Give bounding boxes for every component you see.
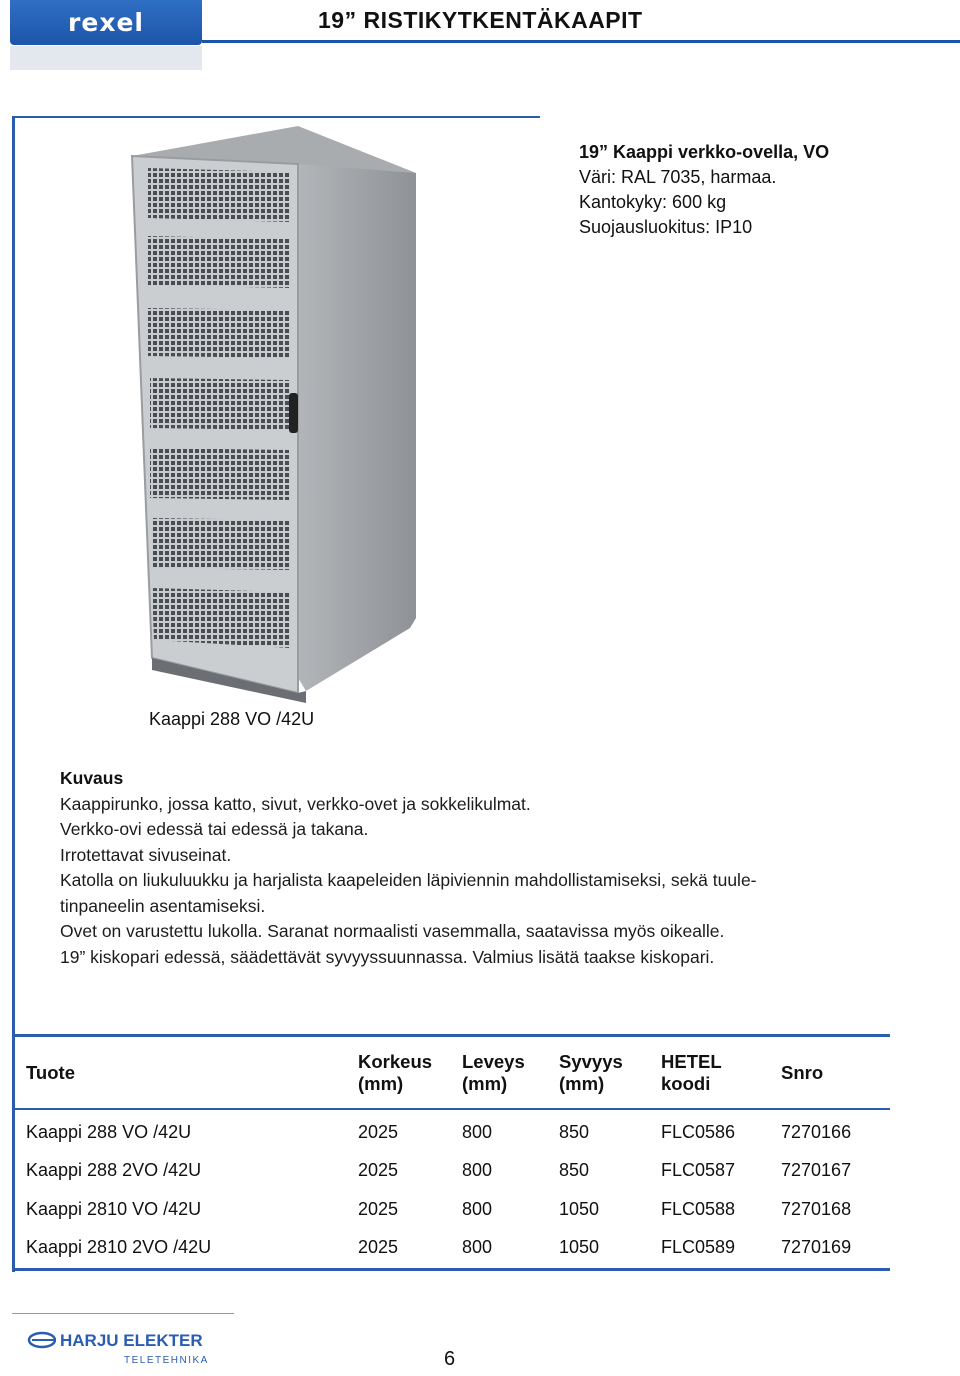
cabinet-handle <box>289 393 298 433</box>
description-heading: Kuvaus <box>60 768 124 788</box>
col-header-leveys-line1: Leveys <box>462 1051 525 1072</box>
table-bottom-rule <box>12 1268 890 1271</box>
col-header-snro: Snro <box>781 1062 824 1083</box>
frame-left-line-table <box>12 1034 15 1272</box>
rexel-logo <box>10 0 202 45</box>
cell-syvyys: 850 <box>559 1160 590 1180</box>
cell-snro: 7270168 <box>781 1199 852 1219</box>
cell-korkeus: 2025 <box>358 1237 399 1257</box>
cell-leveys: 800 <box>462 1160 493 1180</box>
description-line: Kaappirunko, jossa katto, sivut, verkko-ovet ja sokkelikulmat. <box>60 793 531 814</box>
table-top-rule <box>12 1034 890 1037</box>
rexel-logo-text: rexel <box>68 8 144 37</box>
col-header-hetel-line2: koodi <box>661 1073 711 1094</box>
description-line: Katolla on liukuluukku ja harjalista kaapeleiden läpiviennin mahdollistamiseksi, sekä tuule- <box>60 870 757 890</box>
product-name: 19” Kaappi verkko-ovella, VO <box>579 142 830 162</box>
page-title: 19” RISTIKYTKENTÄKAAPIT <box>318 7 643 33</box>
cabinet-image <box>128 118 428 703</box>
cell-tuote: Kaappi 2810 VO /42U <box>26 1199 202 1219</box>
cell-leveys: 800 <box>462 1122 493 1142</box>
cell-syvyys: 1050 <box>559 1237 600 1257</box>
description-line: Verkko-ovi edessä tai edessä ja takana. <box>60 819 369 839</box>
image-caption: Kaappi 288 VO /42U <box>149 709 315 729</box>
harju-elekter-logo <box>12 1316 234 1374</box>
cell-snro: 7270167 <box>781 1160 852 1180</box>
cell-korkeus: 2025 <box>358 1160 399 1180</box>
cell-korkeus: 2025 <box>358 1199 399 1219</box>
description-line: tinpaneelin asentamiseksi. <box>60 895 266 916</box>
cell-snro: 7270166 <box>781 1122 852 1142</box>
footer-brand-sub: TELETEHNIKA <box>124 1355 209 1366</box>
description-line: Ovet on varustettu lukolla. Saranat normaalisti vasemmalla, saatavissa myös oikealle. <box>60 921 725 941</box>
cell-tuote: Kaappi 2810 2VO /42U <box>26 1237 212 1257</box>
cell-syvyys: 1050 <box>559 1199 600 1219</box>
cell-snro: 7270169 <box>781 1237 852 1257</box>
col-header-leveys-line2: (mm) <box>462 1073 508 1094</box>
col-header-hetel <box>661 1051 722 1095</box>
col-header-syvyys-line2: (mm) <box>559 1073 605 1094</box>
header-divider <box>202 40 960 43</box>
col-header-korkeus-line1: Korkeus <box>358 1051 433 1072</box>
col-header-leveys <box>462 1051 525 1095</box>
product-capacity: Kantokyky: 600 kg <box>579 192 727 212</box>
description-line: 19” kiskopari edessä, säädettävät syvyyssuunnassa. Valmius lisätä taakse kiskopari. <box>60 946 715 967</box>
col-header-hetel-line1: HETEL <box>661 1051 722 1072</box>
frame-left-line <box>12 116 15 1046</box>
product-protection: Suojausluokitus: IP10 <box>579 217 753 237</box>
cell-hetel: FLC0589 <box>661 1237 736 1257</box>
footer-brand: HARJU ELEKTER <box>60 1331 203 1350</box>
product-info <box>579 140 829 240</box>
cell-syvyys: 850 <box>559 1122 590 1142</box>
page-number: 6 <box>444 1348 456 1370</box>
col-header-syvyys-line1: Syvyys <box>559 1051 623 1072</box>
cell-hetel: FLC0586 <box>661 1122 736 1142</box>
cell-tuote: Kaappi 288 2VO /42U <box>26 1160 202 1180</box>
logo-underbar <box>10 46 202 70</box>
product-color: Väri: RAL 7035, harmaa. <box>579 167 777 187</box>
cell-tuote: Kaappi 288 VO /42U <box>26 1122 192 1142</box>
description <box>60 766 860 970</box>
col-header-syvyys <box>559 1051 623 1095</box>
cell-korkeus: 2025 <box>358 1122 399 1142</box>
col-header-korkeus <box>358 1051 432 1095</box>
col-header-korkeus-line2: (mm) <box>358 1073 404 1094</box>
cell-hetel: FLC0588 <box>661 1199 736 1219</box>
description-line: Irrotettavat sivuseinat. <box>60 844 232 865</box>
cell-leveys: 800 <box>462 1237 493 1257</box>
cell-hetel: FLC0587 <box>661 1160 736 1180</box>
col-header-tuote: Tuote <box>26 1062 75 1083</box>
table-header-rule <box>12 1108 890 1110</box>
cell-leveys: 800 <box>462 1199 493 1219</box>
footer-divider <box>12 1313 234 1314</box>
